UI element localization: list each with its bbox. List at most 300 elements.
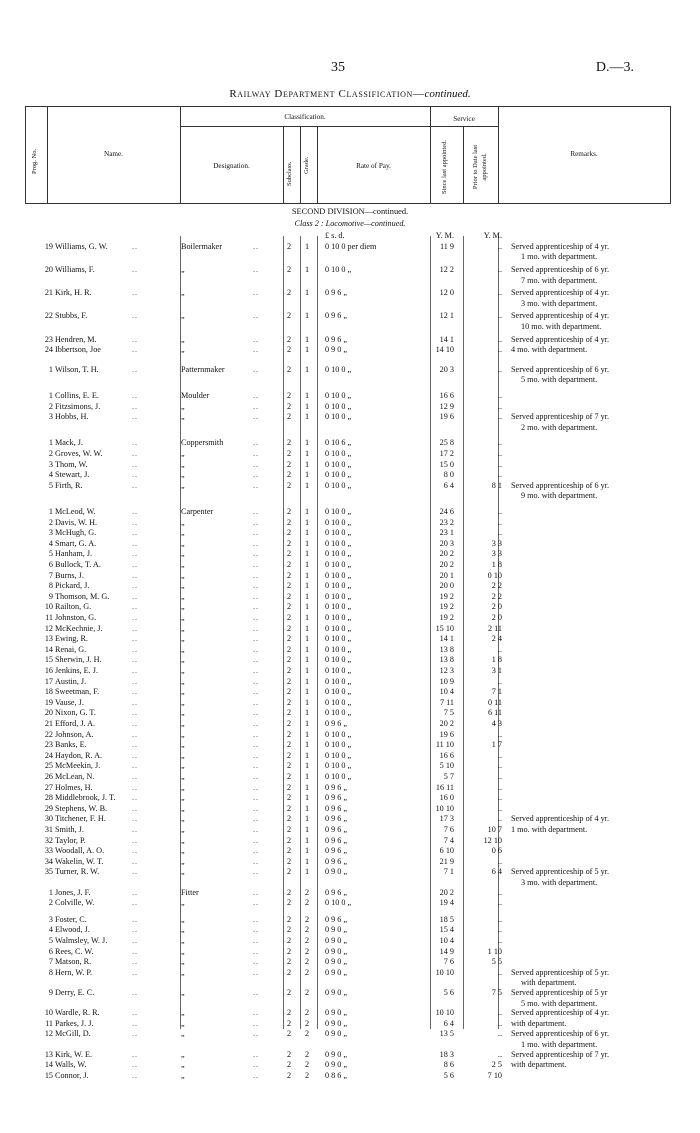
name-cell: Stephens, W. B.	[55, 803, 108, 813]
name-cell: Hern, W. P.	[55, 967, 93, 977]
leader-dots: ..	[132, 265, 139, 274]
rate-cell: 0 10 0 „	[325, 265, 352, 274]
designation-cell: Carpenter	[181, 507, 214, 516]
designation-cell: „	[181, 750, 185, 760]
designation-cell: „	[181, 634, 185, 644]
leader-dots: ..	[253, 676, 260, 686]
leader-dots: ..	[253, 1070, 260, 1080]
leader-dots: ..	[132, 560, 139, 569]
prior-cell: ..	[497, 676, 502, 686]
grade-cell: 2	[304, 1029, 310, 1039]
since-last-cell: 14 1	[439, 634, 454, 644]
name-cell: Stubbs, F.	[55, 311, 88, 321]
leader-dots: ..	[253, 345, 260, 355]
prior-cell: 10 7	[487, 825, 502, 834]
name-cell: Renai, G.	[55, 644, 87, 654]
designation-cell: „	[181, 761, 185, 771]
prior-cell: 8 1	[491, 480, 502, 490]
prog-no-cell: 4	[48, 538, 53, 548]
prog-no-cell: 20	[44, 708, 53, 718]
grade-cell: 1	[304, 334, 310, 344]
prior-cell: 0 6	[491, 846, 502, 856]
rate-cell: 0 10 0 „	[325, 570, 352, 580]
remarks-cell: 3 mo. with department.	[521, 298, 598, 308]
grade-cell: 1	[304, 772, 310, 781]
rate-cell: 0 9 6 „	[325, 814, 348, 824]
prior-cell: ..	[497, 401, 502, 411]
rate-cell: 0 10 0 „	[325, 644, 352, 654]
name-cell: Fitzsimons, J.	[55, 401, 101, 411]
leader-dots: ..	[132, 570, 139, 580]
subclass-cell: 2	[286, 967, 292, 977]
leader-dots: ..	[253, 887, 260, 897]
prog-no-cell: 21	[44, 288, 53, 298]
header-prog-no: Prog. No.	[31, 148, 38, 174]
prior-cell: 7 5	[491, 988, 502, 997]
prior-cell: 2 5	[491, 1060, 502, 1070]
prog-no-cell: 5	[48, 480, 53, 490]
since-last-cell: 6 10	[439, 846, 454, 856]
rate-cell: 0 9 6 „	[325, 825, 348, 834]
designation-cell: „	[181, 1008, 185, 1018]
subclass-cell: 2	[286, 914, 292, 924]
designation-cell: „	[181, 613, 185, 622]
designation-cell: Moulder	[181, 391, 210, 400]
since-last-cell: 24 6	[439, 507, 454, 516]
since-last-cell: 19 2	[439, 602, 454, 612]
prog-no-cell: 4	[48, 470, 53, 480]
leader-dots: ..	[132, 887, 139, 897]
leader-dots: ..	[253, 835, 260, 845]
leader-dots: ..	[253, 740, 260, 750]
rate-cell: 0 10 0 „	[325, 613, 352, 622]
grade-cell: 1	[304, 750, 310, 760]
grade-cell: 2	[304, 898, 310, 908]
leader-dots: ..	[132, 517, 139, 527]
prior-cell: 6 4	[491, 867, 502, 877]
grade-cell: 1	[304, 655, 310, 665]
name-cell: Haydon, R. A.	[55, 750, 103, 760]
rate-cell: 0 9 0 „	[325, 946, 348, 956]
rate-cell: 0 10 0 „	[325, 517, 352, 527]
grade-cell: 1	[304, 867, 310, 877]
leader-dots: ..	[132, 634, 139, 644]
leader-dots: ..	[132, 988, 139, 997]
leader-dots: ..	[132, 613, 139, 622]
leader-dots: ..	[132, 1060, 139, 1070]
name-cell: Ibbertson, Joe	[55, 345, 101, 355]
name-cell: Taylor, P.	[55, 835, 86, 845]
leader-dots: ..	[132, 345, 139, 355]
prog-no-cell: 20	[44, 265, 53, 274]
prog-no-cell: 15	[44, 1070, 53, 1080]
leader-dots: ..	[132, 602, 139, 612]
since-last-cell: 19 6	[439, 412, 454, 422]
leader-dots: ..	[132, 676, 139, 686]
since-last-cell: 12 1	[439, 311, 454, 321]
rate-cell: 0 8 6 „	[325, 1070, 348, 1080]
leader-dots: ..	[132, 581, 139, 591]
prior-cell: ..	[497, 967, 502, 977]
since-last-cell: 19 2	[439, 613, 454, 622]
name-cell: Walmsley, W. J.	[55, 936, 108, 945]
subclass-cell: 2	[286, 803, 292, 813]
document-reference: D.—3.	[595, 60, 634, 75]
remarks-cell: 1 mo. with department.	[521, 252, 598, 262]
rate-cell: 0 10 0 „	[325, 687, 352, 697]
designation-cell: „	[181, 856, 185, 866]
designation-cell: „	[181, 623, 185, 633]
leader-dots: ..	[253, 613, 260, 622]
prog-no-cell: 14	[44, 644, 53, 654]
prog-no-cell: 5	[48, 936, 53, 945]
grade-cell: 2	[304, 1049, 310, 1059]
prog-no-cell: 24	[44, 345, 53, 355]
name-cell: Colville, W.	[55, 898, 95, 908]
prior-cell: 2 2	[491, 581, 502, 591]
rate-cell: 0 10 0 „	[325, 898, 352, 908]
prior-cell: 3 3	[491, 538, 502, 548]
rate-cell: 0 9 0 „	[325, 988, 348, 997]
subclass-cell: 2	[286, 364, 292, 374]
name-cell: Wardle, R. R.	[55, 1008, 100, 1018]
leader-dots: ..	[132, 507, 139, 516]
name-cell: Jones, J. F.	[55, 887, 91, 897]
name-cell: Efford, J. A.	[55, 719, 96, 728]
prog-no-cell: 19	[44, 697, 53, 707]
prog-no-cell: 9	[48, 988, 53, 997]
subclass-cell: 2	[286, 613, 292, 622]
remarks-cell: Served apprenticeship of 4 yr.	[511, 311, 609, 321]
grade-cell: 1	[304, 480, 310, 490]
rate-cell: 0 10 0 „	[325, 412, 352, 422]
name-cell: Pickard, J.	[55, 581, 90, 591]
leader-dots: ..	[132, 391, 139, 400]
name-cell: Johnston, G.	[55, 613, 97, 622]
since-last-cell: 25 8	[439, 438, 454, 448]
designation-cell: „	[181, 803, 185, 813]
designation-cell: „	[181, 570, 185, 580]
grade-cell: 1	[304, 846, 310, 856]
name-cell: McLean, N.	[55, 772, 95, 781]
grade-cell: 2	[304, 925, 310, 935]
subclass-cell: 2	[286, 644, 292, 654]
remarks-cell: Served apprenticeship of 5 yr.	[511, 867, 609, 877]
leader-dots: ..	[253, 528, 260, 538]
subclass-cell: 2	[286, 570, 292, 580]
rate-cell: 0 9 0 „	[325, 1060, 348, 1070]
grade-cell: 1	[304, 602, 310, 612]
leader-dots: ..	[253, 364, 260, 374]
prog-no-cell: 24	[44, 750, 53, 760]
rate-cell: 0 10 0 „	[325, 729, 352, 739]
name-cell: Firth, R.	[55, 480, 83, 490]
prog-no-cell: 3	[48, 528, 53, 538]
prog-no-cell: 6	[48, 946, 53, 956]
leader-dots: ..	[132, 288, 139, 298]
leader-dots: ..	[253, 438, 260, 448]
leader-dots: ..	[253, 697, 260, 707]
grade-cell: 1	[304, 634, 310, 644]
since-last-cell: 12 2	[439, 265, 454, 274]
rate-cell: 0 10 0 „	[325, 708, 352, 718]
grade-cell: 2	[304, 946, 310, 956]
grade-cell: 1	[304, 825, 310, 834]
grade-cell: 1	[304, 549, 310, 559]
rate-cell: 0 9 6 „	[325, 846, 348, 856]
rate-cell: 0 9 0 „	[325, 936, 348, 945]
rate-cell: 0 9 0 „	[325, 867, 348, 877]
since-last-cell: 10 10	[435, 1008, 454, 1018]
leader-dots: ..	[253, 391, 260, 400]
since-last-cell: 8 0	[443, 470, 454, 480]
name-cell: Titchener, F. H.	[55, 814, 106, 824]
leader-dots: ..	[253, 602, 260, 612]
prog-no-cell: 3	[48, 412, 53, 422]
leader-dots: ..	[253, 311, 260, 321]
prior-cell: ..	[497, 459, 502, 469]
leader-dots: ..	[132, 412, 139, 422]
prog-no-cell: 1	[48, 507, 53, 516]
leader-dots: ..	[253, 967, 260, 977]
since-last-cell: 18 3	[439, 1049, 454, 1059]
designation-cell: „	[181, 708, 185, 718]
rate-cell: 0 10 0 „	[325, 560, 352, 569]
designation-cell: „	[181, 581, 185, 591]
prior-cell: ..	[497, 1049, 502, 1059]
leader-dots: ..	[132, 655, 139, 665]
leader-dots: ..	[132, 803, 139, 813]
name-cell: Davis, W. H.	[55, 517, 98, 527]
name-cell: Banks, E.	[55, 740, 87, 750]
designation-cell: „	[181, 412, 185, 422]
since-last-cell: 7 11	[439, 697, 454, 707]
leader-dots: ..	[253, 480, 260, 490]
rate-cell: 0 10 0 per diem	[325, 241, 377, 251]
prior-cell: 1 7	[491, 740, 502, 750]
designation-cell: Boilermaker	[181, 241, 222, 251]
since-last-cell: 10 4	[439, 936, 454, 945]
grade-cell: 2	[304, 1018, 310, 1028]
since-last-cell: 14 1	[439, 334, 454, 344]
prog-no-cell: 25	[44, 761, 53, 771]
leader-dots: ..	[253, 655, 260, 665]
designation-cell: „	[181, 549, 185, 559]
since-last-cell: 13 8	[439, 644, 454, 654]
since-last-cell: 5 7	[443, 772, 454, 781]
prog-no-cell: 1	[48, 364, 53, 374]
leader-dots: ..	[132, 825, 139, 834]
designation-cell: „	[181, 772, 185, 781]
leader-dots: ..	[253, 265, 260, 274]
name-cell: Williams, G. W.	[55, 241, 108, 251]
subclass-cell: 2	[286, 241, 292, 251]
leader-dots: ..	[132, 925, 139, 935]
rate-cell: 0 10 0 „	[325, 470, 352, 480]
rate-cell: 0 9 6 „	[325, 311, 348, 321]
prior-cell: ..	[497, 241, 502, 251]
prog-no-cell: 15	[44, 655, 53, 665]
prog-no-cell: 8	[48, 581, 53, 591]
rate-cell: 0 9 0 „	[325, 1049, 348, 1059]
subclass-cell: 2	[286, 459, 292, 469]
prog-no-cell: 35	[44, 867, 53, 877]
since-last-cell: 19 6	[439, 729, 454, 739]
prior-cell: ..	[497, 449, 502, 458]
leader-dots: ..	[132, 644, 139, 654]
prog-no-cell: 32	[44, 835, 53, 845]
prog-no-cell: 2	[48, 449, 53, 458]
remarks-cell: Served apprenticeship of 6 yr.	[511, 364, 609, 374]
name-cell: Thomson, M. G.	[55, 591, 110, 601]
remarks-cell: 5 mo. with department.	[521, 375, 598, 385]
prog-no-cell: 31	[44, 825, 53, 834]
designation-cell: „	[181, 697, 185, 707]
subclass-cell: 2	[286, 507, 292, 516]
subclass-cell: 2	[286, 480, 292, 490]
leader-dots: ..	[253, 538, 260, 548]
subclass-cell: 2	[286, 676, 292, 686]
leader-dots: ..	[253, 1049, 260, 1059]
subclass-cell: 2	[286, 856, 292, 866]
prog-no-cell: 13	[44, 1049, 53, 1059]
designation-cell: „	[181, 687, 185, 697]
rate-cell: 0 9 0 „	[325, 1029, 348, 1039]
designation-cell: „	[181, 957, 185, 967]
remarks-cell: with department.	[521, 978, 577, 988]
grade-cell: 2	[304, 887, 310, 897]
leader-dots: ..	[132, 1018, 139, 1028]
leader-dots: ..	[253, 549, 260, 559]
since-last-cell: 13 5	[439, 1029, 454, 1039]
grade-cell: 1	[304, 666, 310, 675]
leader-dots: ..	[132, 666, 139, 675]
subclass-cell: 2	[286, 1029, 292, 1039]
grade-cell: 1	[304, 613, 310, 622]
prog-no-cell: 26	[44, 772, 53, 781]
header-subclass: Subclass.	[286, 161, 293, 186]
leader-dots: ..	[132, 538, 139, 548]
leader-dots: ..	[132, 364, 139, 374]
prog-no-cell: 9	[48, 591, 53, 601]
rate-cell: 0 10 0 „	[325, 364, 352, 374]
rate-cell: 0 9 6 „	[325, 719, 348, 728]
name-cell: Holmes, H.	[55, 782, 93, 792]
rate-cell: 0 10 0 „	[325, 676, 352, 686]
since-last-cell: 7 6	[443, 825, 454, 834]
grade-cell: 1	[304, 438, 310, 448]
leader-dots: ..	[253, 401, 260, 411]
grade-cell: 2	[304, 1070, 310, 1080]
name-cell: Walls, W.	[55, 1060, 87, 1070]
subclass-cell: 2	[286, 528, 292, 538]
rate-cell: 0 10 0 „	[325, 655, 352, 665]
remarks-cell: 2 mo. with department.	[521, 422, 598, 432]
leader-dots: ..	[253, 846, 260, 856]
leader-dots: ..	[253, 570, 260, 580]
remarks-cell: 10 mo. with department.	[521, 322, 602, 331]
prog-no-cell: 7	[48, 957, 53, 967]
prior-cell: 3 3	[491, 549, 502, 559]
header-since-last: Since last appointed.	[441, 140, 448, 194]
designation-cell: „	[181, 591, 185, 601]
leader-dots: ..	[132, 936, 139, 945]
prior-cell: ..	[497, 761, 502, 771]
name-cell: Middlebrook, J. T.	[55, 793, 116, 803]
subclass-cell: 2	[286, 1070, 292, 1080]
prior-cell: ..	[497, 772, 502, 781]
prior-cell: 1 8	[491, 655, 502, 665]
designation-cell: „	[181, 867, 185, 877]
remarks-cell: Served apprenticeship of 7 yr.	[511, 1049, 609, 1059]
leader-dots: ..	[253, 1060, 260, 1070]
leader-dots: ..	[132, 898, 139, 908]
name-cell: Smith, J.	[55, 825, 84, 834]
designation-cell: „	[181, 1070, 185, 1080]
prior-cell: 2 4	[491, 634, 502, 644]
subclass-cell: 2	[286, 772, 292, 781]
prog-no-cell: 3	[48, 914, 53, 924]
remarks-cell: Served apprenticeship of 4 yr.	[511, 814, 609, 824]
name-cell: Mack, J.	[55, 438, 83, 448]
name-cell: Burns, J.	[55, 570, 84, 580]
designation-cell: „	[181, 265, 185, 274]
name-cell: Kirk, H. R.	[55, 288, 92, 298]
prog-no-cell: 10	[44, 1008, 53, 1018]
leader-dots: ..	[253, 729, 260, 739]
leader-dots: ..	[253, 898, 260, 908]
grade-cell: 1	[304, 470, 310, 480]
prog-no-cell: 22	[44, 311, 53, 321]
since-last-cell: 15 4	[439, 925, 454, 935]
prog-no-cell: 7	[48, 570, 53, 580]
grade-cell: 1	[304, 719, 310, 728]
since-last-cell: 16 0	[439, 793, 454, 803]
subclass-cell: 2	[286, 867, 292, 877]
leader-dots: ..	[253, 581, 260, 591]
leader-dots: ..	[253, 1018, 260, 1028]
since-last-cell: 20 2	[439, 560, 454, 569]
leader-dots: ..	[253, 988, 260, 997]
designation-cell: „	[181, 345, 185, 355]
designation-cell: „	[181, 988, 185, 997]
prog-no-cell: 33	[44, 846, 53, 856]
prog-no-cell: 21	[44, 719, 53, 728]
since-last-cell: 14 9	[439, 946, 454, 956]
prior-cell: 0 11	[487, 697, 502, 707]
designation-cell: „	[181, 719, 185, 728]
leader-dots: ..	[132, 814, 139, 824]
leader-dots: ..	[253, 750, 260, 760]
rate-cell: 0 10 0 „	[325, 750, 352, 760]
rate-cell: 0 9 6 „	[325, 835, 348, 845]
rate-cell: 0 10 0 „	[325, 591, 352, 601]
subclass-cell: 2	[286, 655, 292, 665]
designation-cell: „	[181, 470, 185, 480]
rate-cell: 0 10 0 „	[325, 391, 352, 400]
designation-cell: „	[181, 898, 185, 908]
prior-cell: 0 10	[487, 570, 502, 580]
leader-dots: ..	[253, 825, 260, 834]
rate-cell: 0 10 0 „	[325, 761, 352, 771]
grade-cell: 1	[304, 401, 310, 411]
since-last-cell: 14 10	[435, 345, 454, 355]
designation-cell: „	[181, 602, 185, 612]
header-name: Name.	[104, 150, 123, 158]
subclass-cell: 2	[286, 581, 292, 591]
since-last-cell: 17 2	[439, 449, 454, 458]
prior-cell: ..	[497, 782, 502, 792]
